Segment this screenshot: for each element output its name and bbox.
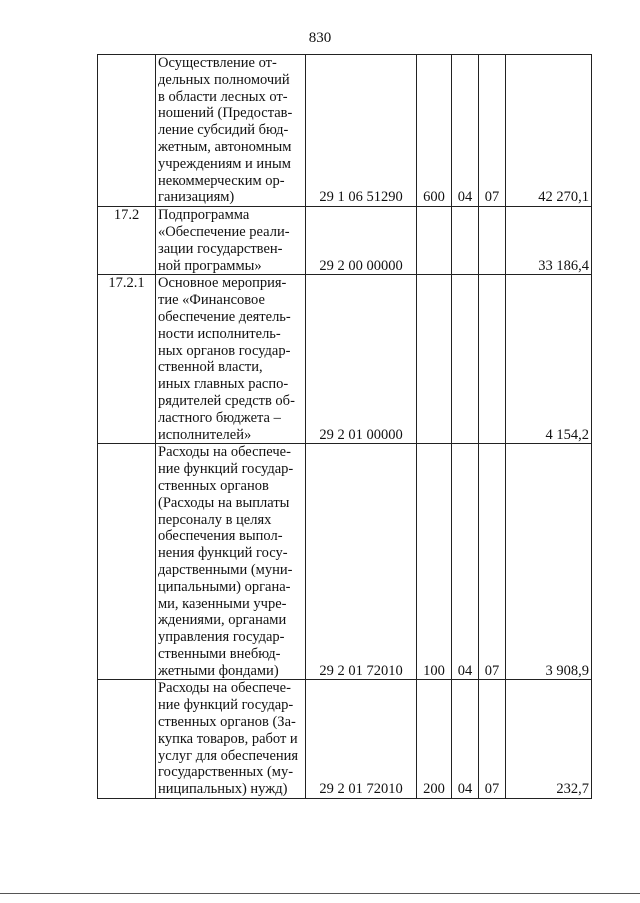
row-number bbox=[98, 680, 156, 799]
table-row bbox=[98, 55, 592, 207]
row-number bbox=[98, 444, 156, 680]
row-expense-type bbox=[417, 275, 452, 444]
row-code: 29 2 00 00000 bbox=[306, 207, 417, 275]
row-subsection: 07 bbox=[479, 444, 506, 680]
row-expense-type: 200 bbox=[417, 680, 452, 799]
row-section: 04 bbox=[452, 444, 479, 680]
row-code: 29 1 06 51290 bbox=[306, 55, 417, 207]
table-row bbox=[98, 207, 592, 275]
row-code: 29 2 01 72010 bbox=[306, 444, 417, 680]
row-expense-type bbox=[417, 207, 452, 275]
row-section bbox=[452, 207, 479, 275]
table-row bbox=[98, 275, 592, 444]
row-sum: 42 270,1 bbox=[506, 55, 592, 207]
row-sum: 4 154,2 bbox=[506, 275, 592, 444]
row-sum: 33 186,4 bbox=[506, 207, 592, 275]
row-subsection bbox=[479, 207, 506, 275]
row-sum: 3 908,9 bbox=[506, 444, 592, 680]
row-name: Основное мероприя- тие «Финансовое обеспечение деятель- ности исполнитель- ных органов государ- ственной власти, иных главных распо- рядителей средств об- ластного бюджета – исполнителей» bbox=[156, 275, 306, 444]
row-section: 04 bbox=[452, 55, 479, 207]
budget-table bbox=[97, 54, 592, 799]
table-row bbox=[98, 444, 592, 680]
row-name: Подпрограмма «Обеспечение реали- зации государствен- ной программы» bbox=[156, 207, 306, 275]
table-row bbox=[98, 680, 592, 799]
row-section bbox=[452, 275, 479, 444]
row-subsection bbox=[479, 275, 506, 444]
row-number: 17.2.1 bbox=[98, 275, 156, 444]
row-code: 29 2 01 00000 bbox=[306, 275, 417, 444]
row-name: Расходы на обеспече- ние функций государ- ственных органов (Расходы на выплаты персоналу в целях обеспечения выпол- нения функций госу- дарственными (муни- ципальными) органа- ми, казенными учре- ждениями, органами управления государ- ственными внебюд- жетными фондами) bbox=[156, 444, 306, 680]
row-section: 04 bbox=[452, 680, 479, 799]
row-subsection: 07 bbox=[479, 55, 506, 207]
row-name: Осуществление от- дельных полномочий в области лесных от- ношений (Предостав- ление субсидий бюд- жетным, автономным учреждениям и иным некоммерческим ор- ганизациям) bbox=[156, 55, 306, 207]
scan-edge-line bbox=[0, 893, 640, 894]
row-number bbox=[98, 55, 156, 207]
row-subsection: 07 bbox=[479, 680, 506, 799]
row-sum: 232,7 bbox=[506, 680, 592, 799]
row-expense-type: 600 bbox=[417, 55, 452, 207]
row-code: 29 2 01 72010 bbox=[306, 680, 417, 799]
row-number: 17.2 bbox=[98, 207, 156, 275]
row-expense-type: 100 bbox=[417, 444, 452, 680]
page-number: 830 bbox=[308, 30, 332, 46]
row-name: Расходы на обеспече- ние функций государ- ственных органов (За- купка товаров, работ и услуг для обеспечения государственных (му- ниципальных) нужд) bbox=[156, 680, 306, 799]
